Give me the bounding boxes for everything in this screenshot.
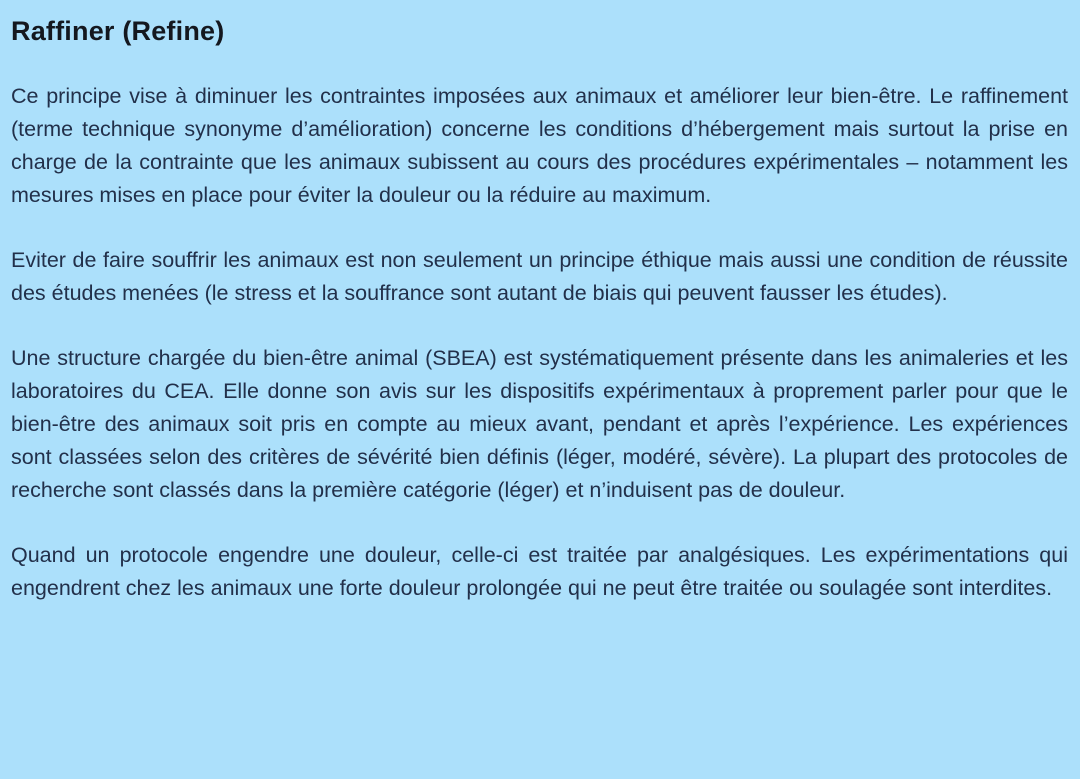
paragraph-4: Quand un protocole engendre une douleur, celle-ci est traitée par analgésiques. Les expérimentations qui engendrent chez les animaux une forte douleur prolongée qui ne peut être traitée ou soulagée sont interdites. (11, 543, 1068, 600)
paragraph-2: Eviter de faire souffrir les animaux est non seulement un principe éthique mais aussi une condition de réussite des études menées (le stress et la souffrance sont autant de biais qui peuvent fausser les études). (11, 248, 1068, 305)
paragraph-1: Ce principe vise à diminuer les contraintes imposées aux animaux et améliorer leur bien-être. Le raffinement (terme technique synonyme d’amélioration) concerne les conditions d’hébergement mais surtout la prise en charge de la contrainte que les animaux subissent au cours des procédures expérimentales – notamment les mesures mises en place pour éviter la douleur ou la réduire au maximum. (11, 84, 1068, 207)
paragraph-3: Une structure chargée du bien-être animal (SBEA) est systématiquement présente dans les animaleries et les laboratoires du CEA. Elle donne son avis sur les dispositifs expérimentaux à proprement parler pour que le bien-être des animaux soit pris en compte au mieux avant, pendant et après l’expérience. Les expériences sont classées selon des critères de sévérité bien définis (léger, modéré, sévère). La plupart des protocoles de recherche sont classés dans la première catégorie (léger) et n’induisent pas de douleur. (11, 346, 1068, 502)
page-title: Raffiner (Refine) (11, 16, 225, 46)
